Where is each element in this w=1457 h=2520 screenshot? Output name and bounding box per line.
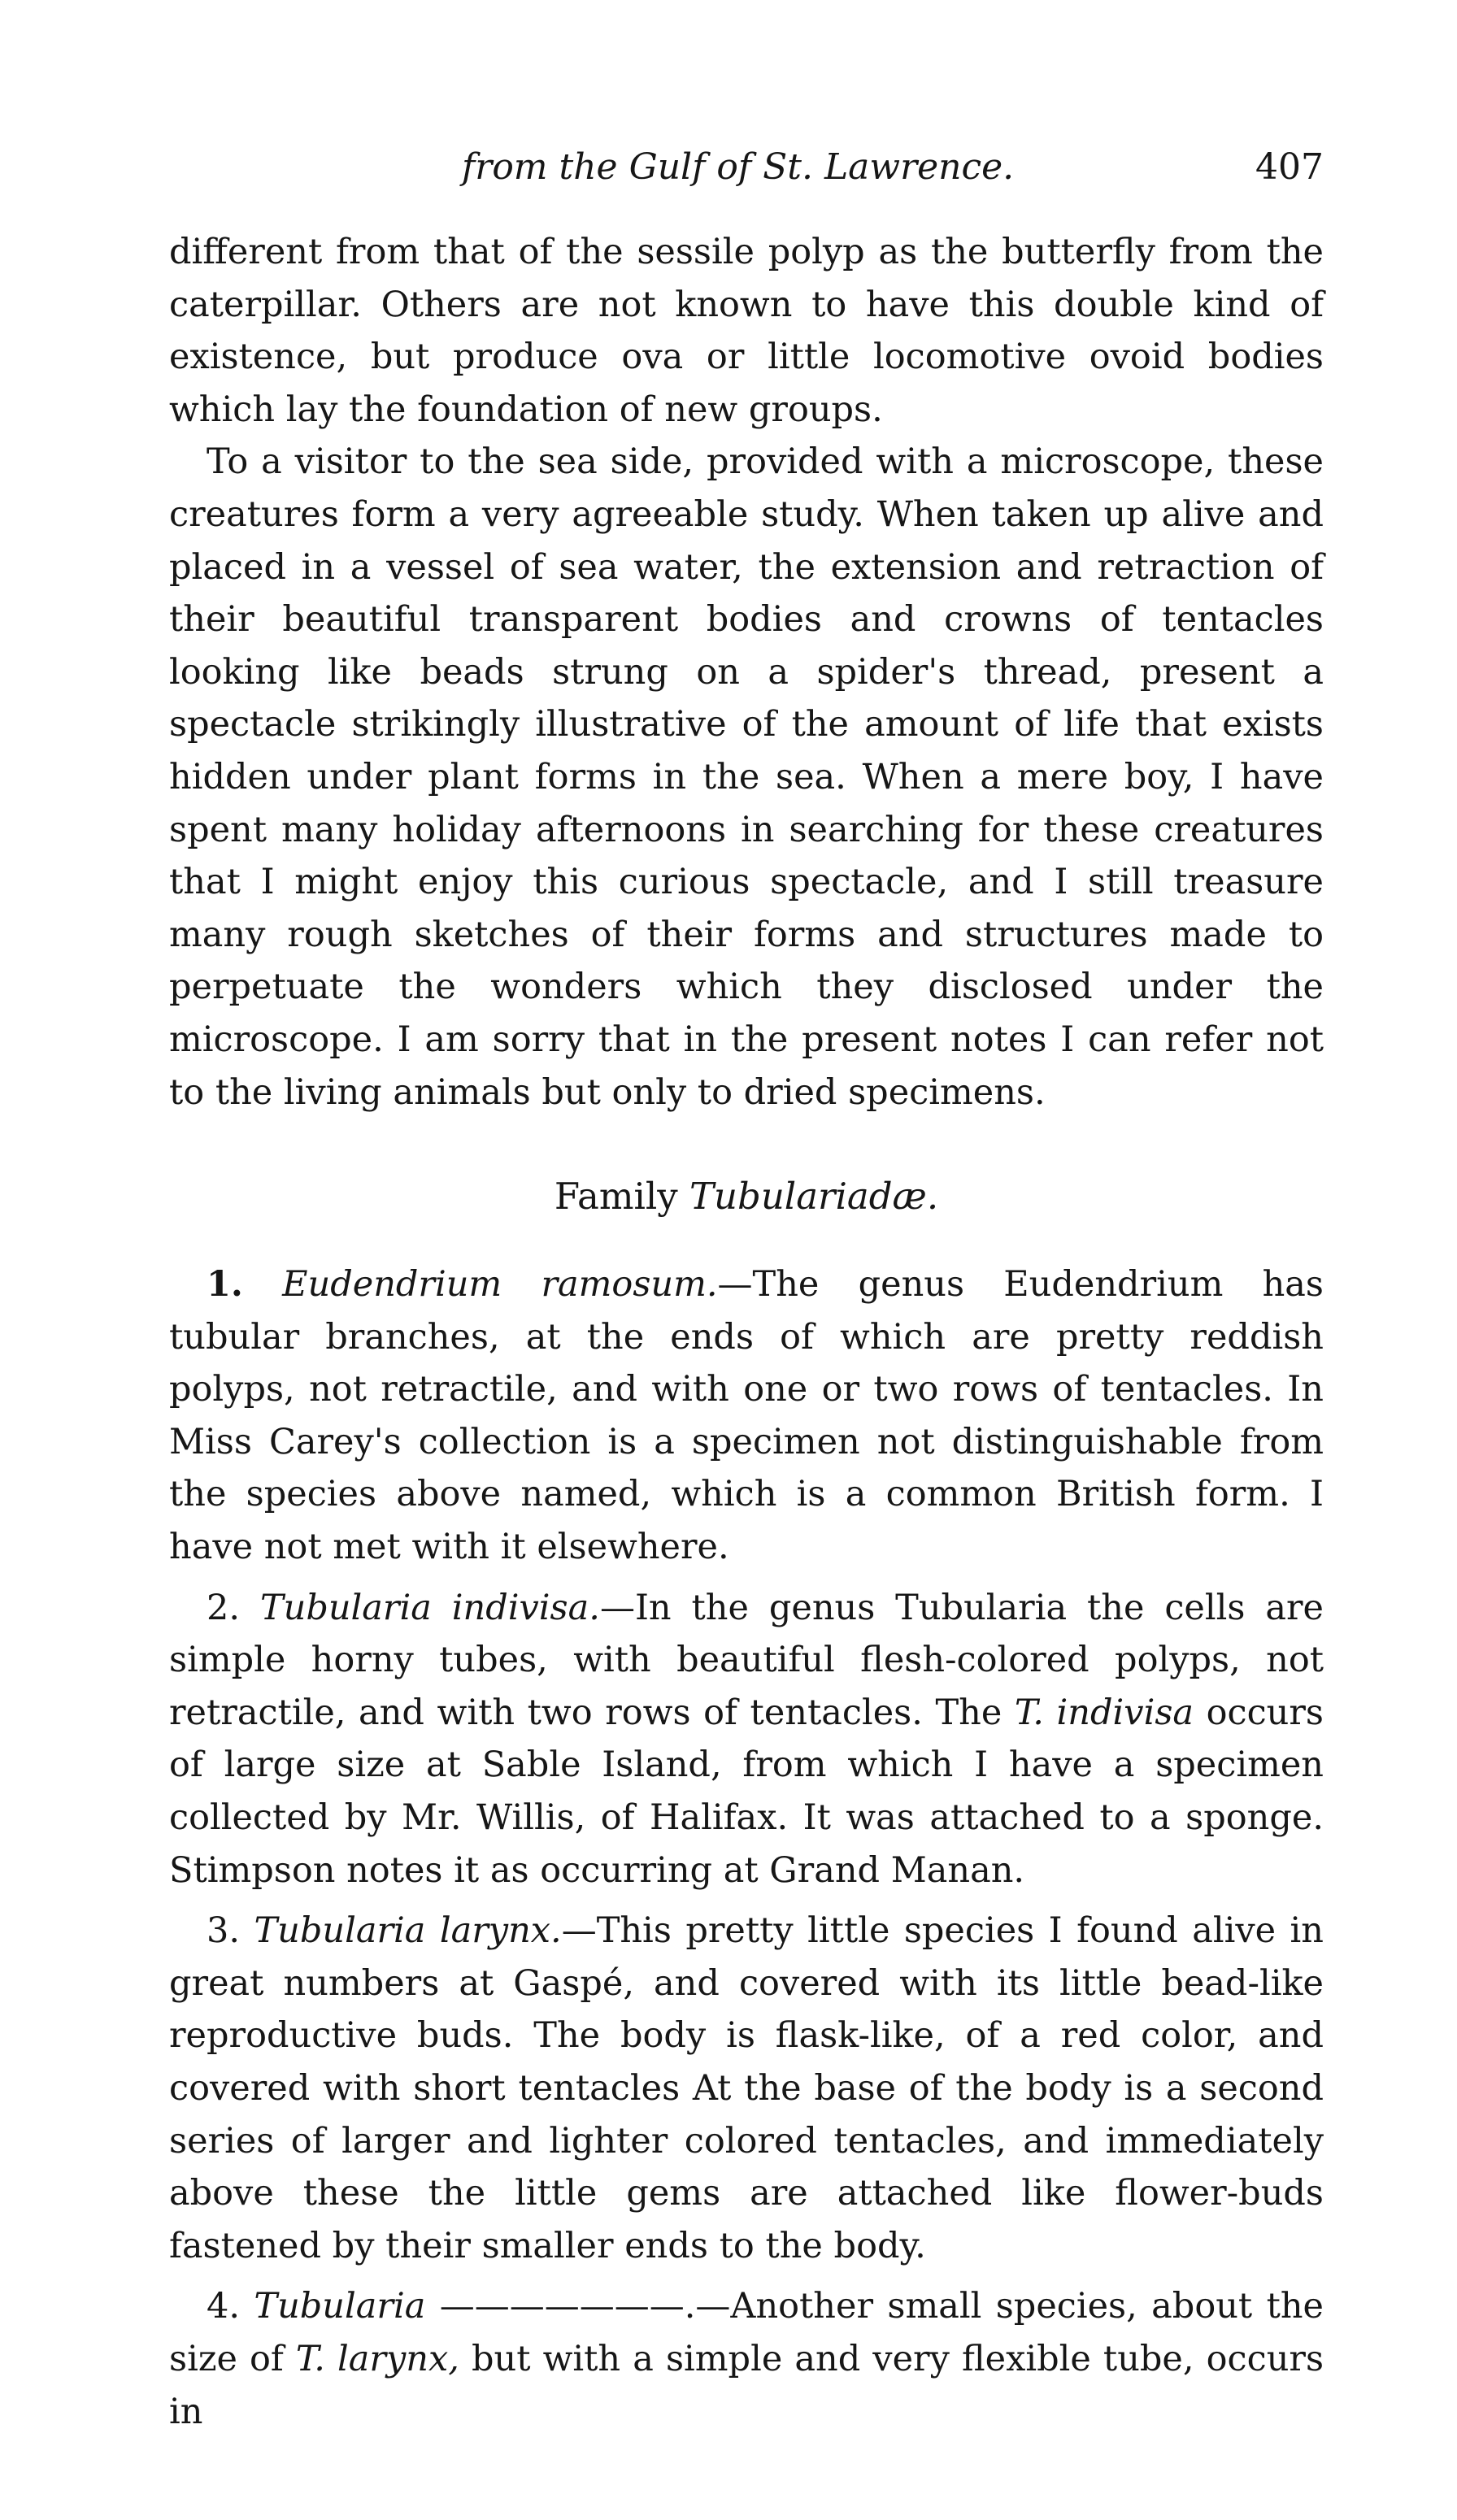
running-head bbox=[169, 146, 1324, 203]
entry-number: 4. bbox=[207, 2286, 241, 2327]
entry-number: 1. bbox=[207, 1264, 243, 1306]
section-heading-prefix: Family bbox=[554, 1175, 678, 1219]
entry-tubularia-indivisa bbox=[169, 1582, 1324, 1897]
species-name: Tubularia larynx. bbox=[254, 1910, 562, 1952]
page-number: 407 bbox=[1255, 146, 1324, 188]
entry-text: —This pretty little species I found alive in great numbers at Gaspé, and covered with its little bead-like reproductive buds. The body is flask-like, of a red color, and covered with short tentacles At the base of the body is a second series of larger and lighter colored tentacles, and immediately above these the little gems are attached like flower-buds fastened by their smaller ends to the body. bbox=[169, 1910, 1324, 2266]
name-blank: ———————. bbox=[439, 2286, 696, 2327]
visitor-paragraph: To a visitor to the sea side, provided with a microscope, these creatures form a very agreeable study. When taken up alive and placed in a vessel of sea water, the extension and retraction of their beautiful transparent bodies and crowns of tentacles looking like beads strung on a spider's thread, present a spectacle strikingly illustrative of the amount of life that exists hidden under plant forms in the sea. When a mere boy, I have spent many holiday afternoons in searching for these creatures that I might enjoy this curious spectacle, and I still treasure many rough sketches of their forms and structures made to perpetuate the wonders which they disclosed under the microscope. I am sorry that in the present notes I can refer not to the living animals but only to dried specimens. bbox=[169, 441, 1324, 1113]
running-title: from the Gulf of St. Lawrence. bbox=[462, 146, 1015, 188]
entry-tubularia-larynx bbox=[169, 1905, 1324, 2272]
entry-eudendrium bbox=[169, 1258, 1324, 1574]
entry-text: —In the genus Tubularia the cells are simple horny tubes, with beautiful flesh-colored polyps, not retractile, and with two rows of tentacles. The bbox=[169, 1587, 1324, 1733]
entry-text-continued: occurs of large size at Sable Island, from which I have a specimen collected by Mr. Willis, of Halifax. It was attached to a sponge. Stimpson notes it as occurring at Grand Manan. bbox=[169, 1692, 1324, 1891]
inline-species-name: T. indivisa bbox=[1014, 1692, 1194, 1733]
species-name: Tubularia bbox=[254, 2286, 426, 2327]
entry-tubularia-unnamed bbox=[169, 2280, 1324, 2438]
intro-paragraph: different from that of the sessile polyp as the butterfly from the caterpillar. Others are not known to have this double kind of existence, but produce ova or little locomotive ovoid bodies which lay the foundation of new groups. bbox=[169, 232, 1324, 430]
inline-species-name: T. larynx, bbox=[295, 2338, 459, 2379]
species-name: Eudendrium ramosum. bbox=[282, 1264, 718, 1306]
entry-number: 3. bbox=[207, 1910, 241, 1952]
entry-number: 2. bbox=[207, 1587, 241, 1628]
book-page bbox=[169, 146, 1324, 2438]
entry-text: —The genus Eudendrium has tubular branches, at the ends of which are pretty reddish polyps, not retractile, and with one or two rows of tentacles. In Miss Carey's collection is a specimen not distinguishable from the species above named, which is a common British form. I have not met with it elsewhere. bbox=[169, 1264, 1324, 1568]
species-name: Tubularia indivisa. bbox=[259, 1587, 600, 1628]
section-heading bbox=[169, 1172, 1324, 1221]
entry-text-continued: but with a simple and very flexible tube, occurs in bbox=[169, 2338, 1324, 2432]
entry-text: —Another small species, about the size of bbox=[169, 2286, 1324, 2379]
section-heading-family: Tubulariadæ. bbox=[689, 1175, 939, 1219]
